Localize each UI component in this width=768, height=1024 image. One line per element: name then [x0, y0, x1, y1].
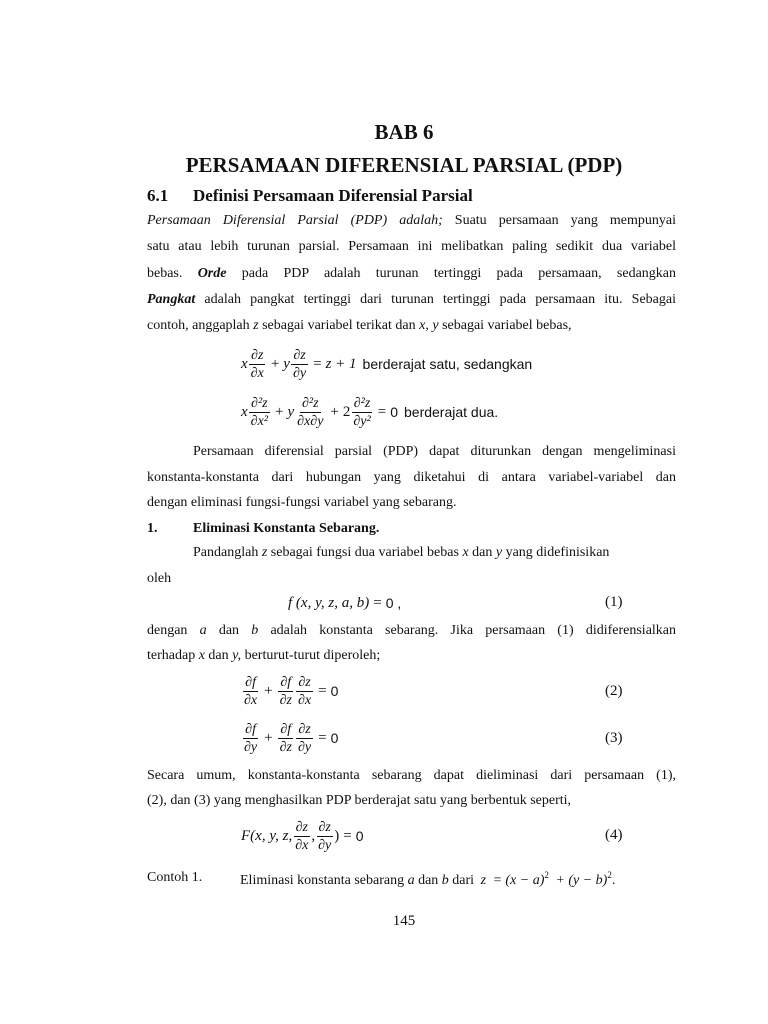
equation-2: $\frac{\partial f}{\partial x}$ + $\frac{\partial f}{\partial z}$ $\frac{\partial z}{\partial x}$ = 0: [244, 674, 339, 708]
equation-note: berderajat dua.: [404, 404, 499, 420]
pdp-term: Persamaan Diferensial Parsial (PDP) adalah;: [147, 213, 443, 228]
para5-line-2: (2), dan (3) yang menghasilkan PDP berderajat satu yang berbentuk seperti,: [147, 793, 572, 808]
equation-3-number: (3): [605, 730, 623, 746]
para5-line-1: Secara umum, konstanta-konstanta sebarang dapat dieliminasi dari persamaan (1),: [147, 768, 676, 783]
pangkat-term: Pangkat: [147, 292, 196, 307]
fraction: $\frac{\partial z}{\partial y}$: [292, 347, 307, 381]
para3-line-1: Pandanglah z sebagai fungsi dua variabel bebas x dan y yang didefinisikan: [193, 545, 610, 560]
chapter-title: PERSAMAAN DIFERENSIAL PARSIAL (PDP): [185, 153, 623, 177]
fraction: $\frac{\partial z}{\partial x}$: [250, 347, 264, 381]
subsection-title: Eliminasi Konstanta Sebarang.: [193, 521, 380, 536]
fraction: $\frac{\text{∂²z}}{\text{∂x²}}$: [250, 395, 269, 429]
equation-1-number: (1): [605, 594, 623, 610]
para4-line-2: terhadap x dan y, berturut-turut diperoleh;: [147, 648, 381, 663]
para4-line-1: dengan a dan b adalah konstanta sebarang. Jika persamaan (1) didiferensialkan: [147, 623, 677, 638]
example-equation-1: x $\frac{\partial z}{\partial x}$ + y $\frac{\partial z}{\partial y}$ = z + 1 berderajat satu, sedangkan: [241, 347, 533, 381]
equation-1: f (x, y, z, a, b) = 0 ,: [288, 594, 402, 611]
intro-line-5: contoh, anggaplah z sebagai variabel terikat dan x, y sebagai variabel bebas,: [147, 318, 572, 333]
section-number: 6.1: [147, 186, 169, 205]
intro-line-2: satu atau lebih turunan parsial. Persamaan ini melibatkan paling sedikit dua variabel: [147, 239, 676, 254]
equation-4-number: (4): [605, 827, 623, 843]
equation-note: berderajat satu, sedangkan: [362, 356, 533, 372]
equation-2-number: (2): [605, 683, 623, 699]
equation-3: $\frac{\partial f}{\partial y}$ + $\frac{\partial f}{\partial z}$ $\frac{\partial z}{\partial y}$ = 0: [244, 721, 339, 755]
intro-line-4: Pangkat adalah pangkat tertinggi dari turunan tertinggi pada persamaan itu. Sebagai: [147, 292, 676, 307]
intro-line-3: bebas. Orde pada PDP adalah turunan tertinggi pada persamaan, sedangkan: [147, 266, 677, 281]
page-number: 145: [392, 913, 416, 929]
para2-line-3: dengan eliminasi fungsi-fungsi variabel yang sebarang.: [147, 495, 457, 510]
fraction: $\frac{\text{∂²z}}{\text{∂y²}}$: [353, 395, 371, 429]
example-1-text: Eliminasi konstanta sebarang a dan b dari $z = (x - a)^2 + (y - b)^2$.: [240, 870, 616, 888]
example-1-label: Contoh 1.: [147, 870, 203, 885]
section-title: Definisi Persamaan Diferensial Parsial: [193, 186, 473, 205]
example-equation-2: x $\frac{\text{∂²z}}{\text{∂x²}}$ + y $\frac{\text{∂²z}}{\partial x\partial y}$ + 2 $\frac{\text{∂²z}}{\text{∂y²}}$ = 0 berderajat dua.: [241, 395, 499, 429]
intro-line-1: Persamaan Diferensial Parsial (PDP) adalah; Suatu persamaan yang mempunyai: [147, 213, 676, 228]
para2-line-2: konstanta-konstanta dari hubungan yang diketahui di antara variabel-variabel dan: [147, 470, 676, 485]
para2-line-1: Persamaan diferensial parsial (PDP) dapat diturunkan dengan mengeliminasi: [193, 444, 676, 459]
chapter-number: BAB 6: [374, 120, 434, 144]
para3-line-2: oleh: [147, 571, 172, 586]
fraction: $\frac{\text{∂²z}}{\partial x\partial y}$: [297, 395, 324, 429]
subsection-number: 1.: [147, 521, 158, 536]
orde-term: Orde: [197, 266, 227, 281]
equation-4: F(x, y, z, $\frac{\partial z}{\partial x}$ , $\frac{\partial z}{\partial y}$ ) = 0: [241, 819, 364, 853]
